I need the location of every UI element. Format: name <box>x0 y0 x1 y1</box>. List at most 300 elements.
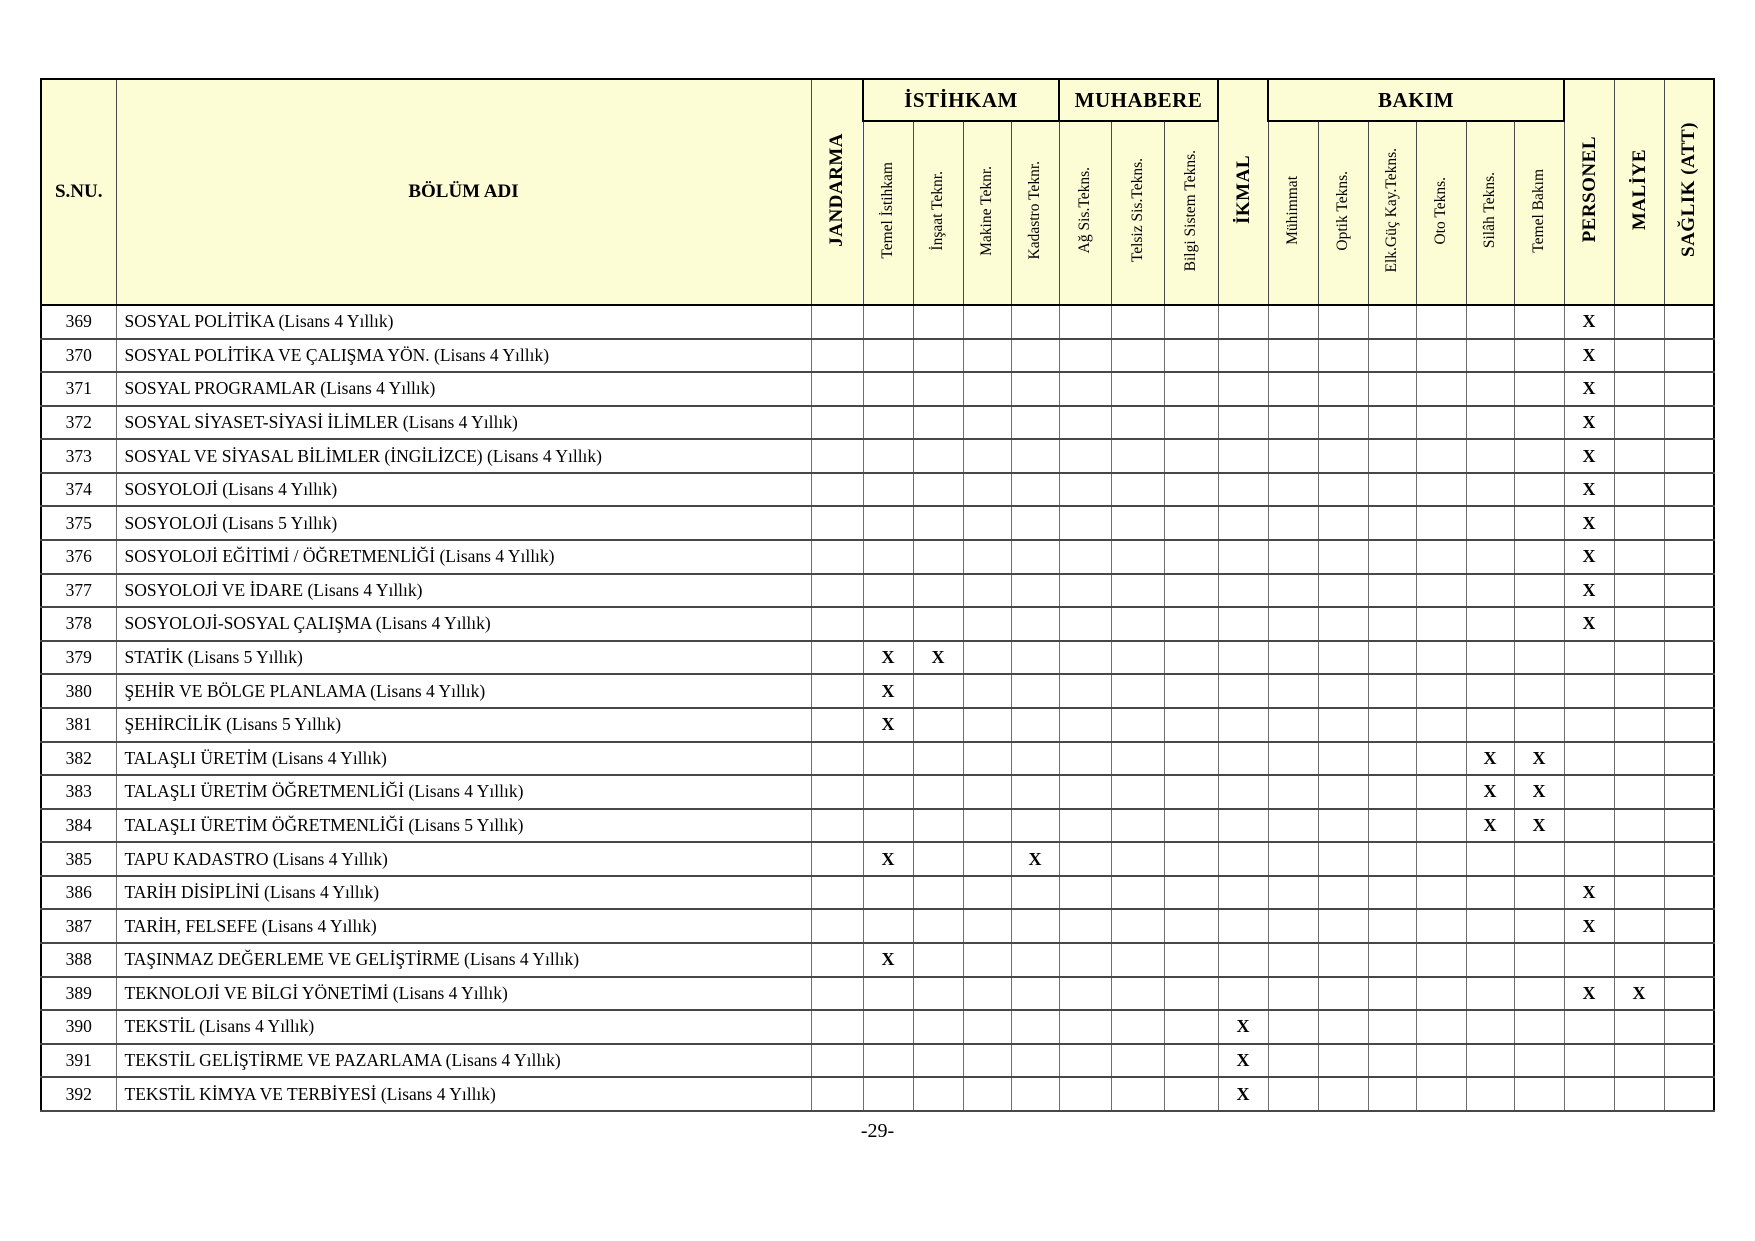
mark-cell <box>1268 943 1318 977</box>
mark-cell <box>863 1077 913 1111</box>
mark-cell <box>1111 775 1164 809</box>
department-name: STATİK (Lisans 5 Yıllık) <box>116 641 811 675</box>
mark-cell <box>1111 708 1164 742</box>
mark-cell <box>1664 574 1714 608</box>
mark-cell-x: X <box>1564 977 1614 1011</box>
mark-cell <box>1011 540 1059 574</box>
mark-cell <box>963 574 1011 608</box>
mark-cell <box>1059 842 1111 876</box>
mark-cell <box>1318 506 1368 540</box>
mark-cell <box>811 1044 863 1078</box>
mark-cell <box>1111 742 1164 776</box>
mark-cell <box>1564 1077 1614 1111</box>
mark-cell <box>1514 842 1564 876</box>
mark-cell <box>1466 607 1514 641</box>
mark-cell <box>1514 1010 1564 1044</box>
mark-cell <box>963 674 1011 708</box>
mark-cell <box>1218 977 1268 1011</box>
mark-cell <box>1564 641 1614 675</box>
mark-cell <box>1059 641 1111 675</box>
department-name: SOSYOLOJİ VE İDARE (Lisans 4 Yıllık) <box>116 574 811 608</box>
mark-cell <box>1416 406 1466 440</box>
mark-cell <box>1664 708 1714 742</box>
mark-cell <box>1318 943 1368 977</box>
mark-cell <box>1466 305 1514 339</box>
mark-cell <box>1164 708 1218 742</box>
column-header-jandarma: JANDARMA <box>811 79 863 305</box>
column-header-makine-teknr: Makine Teknr. <box>963 121 1011 305</box>
mark-cell <box>963 775 1011 809</box>
mark-cell <box>863 876 913 910</box>
mark-cell <box>963 506 1011 540</box>
department-name: TARİH DİSİPLİNİ (Lisans 4 Yıllık) <box>116 876 811 910</box>
mark-cell <box>1218 372 1268 406</box>
mark-cell <box>1514 506 1564 540</box>
mark-cell <box>1416 1010 1466 1044</box>
mark-cell-x: X <box>1218 1010 1268 1044</box>
mark-cell <box>1111 506 1164 540</box>
table-row <box>41 809 1714 843</box>
mark-cell <box>1164 305 1218 339</box>
mark-cell <box>811 607 863 641</box>
mark-cell <box>1416 1044 1466 1078</box>
mark-cell <box>811 775 863 809</box>
mark-cell <box>963 809 1011 843</box>
mark-cell <box>1416 742 1466 776</box>
mark-cell <box>1059 372 1111 406</box>
mark-cell-x: X <box>1564 506 1614 540</box>
column-header-bolum-adi: BÖLÜM ADI <box>116 79 811 305</box>
mark-cell <box>1466 674 1514 708</box>
mark-cell <box>1368 1077 1416 1111</box>
mark-cell <box>1011 574 1059 608</box>
mark-cell <box>863 909 913 943</box>
mark-cell <box>1268 909 1318 943</box>
mark-cell <box>1318 775 1368 809</box>
mark-cell <box>1466 1044 1514 1078</box>
row-number: 386 <box>41 876 116 910</box>
mark-cell <box>811 943 863 977</box>
mark-cell <box>1318 742 1368 776</box>
table-row <box>41 372 1714 406</box>
mark-cell <box>1059 977 1111 1011</box>
mark-cell <box>1318 439 1368 473</box>
mark-cell <box>863 742 913 776</box>
mark-cell <box>963 473 1011 507</box>
mark-cell <box>1416 372 1466 406</box>
department-name: ŞEHİRCİLİK (Lisans 5 Yıllık) <box>116 708 811 742</box>
mark-cell <box>1111 607 1164 641</box>
mark-cell <box>913 506 963 540</box>
row-number: 369 <box>41 305 116 339</box>
mark-cell-x: X <box>1218 1077 1268 1111</box>
mark-cell <box>913 977 963 1011</box>
column-header-ikmal: İKMAL <box>1218 79 1268 305</box>
mark-cell <box>1059 506 1111 540</box>
table-row <box>41 876 1714 910</box>
mark-cell <box>811 641 863 675</box>
mark-cell <box>1218 674 1268 708</box>
mark-cell <box>1466 372 1514 406</box>
mark-cell <box>1466 909 1514 943</box>
mark-cell <box>1318 339 1368 373</box>
mark-cell <box>1564 1044 1614 1078</box>
mark-cell <box>963 742 1011 776</box>
mark-cell <box>1059 1044 1111 1078</box>
mark-cell <box>1011 1044 1059 1078</box>
table-row <box>41 473 1714 507</box>
department-name: SOSYAL POLİTİKA (Lisans 4 Yıllık) <box>116 305 811 339</box>
mark-cell <box>1164 674 1218 708</box>
mark-cell <box>1564 674 1614 708</box>
mark-cell <box>1111 909 1164 943</box>
mark-cell <box>1664 1010 1714 1044</box>
mark-cell <box>1664 842 1714 876</box>
mark-cell <box>1466 473 1514 507</box>
mark-cell <box>1218 809 1268 843</box>
mark-cell <box>1164 641 1218 675</box>
mark-cell <box>1268 473 1318 507</box>
mark-cell <box>1368 909 1416 943</box>
mark-cell <box>1514 540 1564 574</box>
mark-cell <box>1514 372 1564 406</box>
department-name: SOSYAL VE SİYASAL BİLİMLER (İNGİLİZCE) (Lisans 4 Yıllık) <box>116 439 811 473</box>
mark-cell <box>811 439 863 473</box>
mark-cell <box>1416 439 1466 473</box>
mark-cell <box>1664 305 1714 339</box>
mark-cell <box>1268 775 1318 809</box>
table-header <box>41 79 1714 305</box>
mark-cell <box>1059 708 1111 742</box>
mark-cell <box>1368 372 1416 406</box>
mark-cell <box>863 372 913 406</box>
mark-cell <box>1059 406 1111 440</box>
table-row <box>41 406 1714 440</box>
mark-cell <box>963 876 1011 910</box>
mark-cell <box>863 305 913 339</box>
mark-cell <box>1416 842 1466 876</box>
mark-cell <box>1164 1010 1218 1044</box>
mark-cell <box>1416 909 1466 943</box>
mark-cell <box>1416 943 1466 977</box>
department-name: TALAŞLI ÜRETİM ÖĞRETMENLİĞİ (Lisans 5 Yıllık) <box>116 809 811 843</box>
mark-cell <box>1011 943 1059 977</box>
mark-cell <box>1164 1044 1218 1078</box>
mark-cell <box>1368 977 1416 1011</box>
table-row <box>41 775 1714 809</box>
mark-cell <box>1368 574 1416 608</box>
mark-cell <box>963 842 1011 876</box>
column-header-silah-tekns: Silâh Tekns. <box>1466 121 1514 305</box>
mark-cell <box>863 339 913 373</box>
mark-cell <box>1416 674 1466 708</box>
mark-cell <box>1011 1010 1059 1044</box>
table-row <box>41 842 1714 876</box>
mark-cell <box>811 540 863 574</box>
mark-cell-x: X <box>1564 406 1614 440</box>
mark-cell <box>1318 674 1368 708</box>
mark-cell <box>913 372 963 406</box>
mark-cell <box>1416 809 1466 843</box>
department-name: TARİH, FELSEFE (Lisans 4 Yıllık) <box>116 909 811 943</box>
mark-cell <box>1011 372 1059 406</box>
mark-cell <box>863 1010 913 1044</box>
mark-cell <box>811 674 863 708</box>
mark-cell <box>913 943 963 977</box>
table-body <box>41 305 1714 1111</box>
mark-cell <box>1416 641 1466 675</box>
mark-cell <box>1664 607 1714 641</box>
mark-cell <box>1059 809 1111 843</box>
mark-cell <box>913 842 963 876</box>
mark-cell <box>913 742 963 776</box>
mark-cell <box>1268 708 1318 742</box>
mark-cell-x: X <box>1466 809 1514 843</box>
table-row <box>41 1044 1714 1078</box>
mark-cell <box>1111 372 1164 406</box>
mark-cell <box>1318 1044 1368 1078</box>
mark-cell <box>1011 977 1059 1011</box>
mark-cell <box>1218 574 1268 608</box>
mark-cell <box>1111 473 1164 507</box>
mark-cell <box>963 641 1011 675</box>
mark-cell <box>1268 305 1318 339</box>
mark-cell <box>1368 842 1416 876</box>
mark-cell <box>863 439 913 473</box>
row-number: 372 <box>41 406 116 440</box>
mark-cell <box>1664 1044 1714 1078</box>
column-header-temel-bakim: Temel Bakım <box>1514 121 1564 305</box>
row-number: 390 <box>41 1010 116 1044</box>
mark-cell-x: X <box>863 641 913 675</box>
mark-cell-x: X <box>1564 607 1614 641</box>
table-row <box>41 339 1714 373</box>
mark-cell <box>1368 305 1416 339</box>
mark-cell <box>1564 775 1614 809</box>
mark-cell <box>1059 943 1111 977</box>
table-row <box>41 708 1714 742</box>
mark-cell <box>1218 876 1268 910</box>
table-row <box>41 943 1714 977</box>
mark-cell-x: X <box>1564 574 1614 608</box>
page-number: -29- <box>860 1120 895 1142</box>
mark-cell <box>811 305 863 339</box>
department-name: TEKSTİL KİMYA VE TERBİYESİ (Lisans 4 Yıllık) <box>116 1077 811 1111</box>
mark-cell <box>1564 1010 1614 1044</box>
mark-cell <box>1664 977 1714 1011</box>
mark-cell <box>1664 372 1714 406</box>
mark-cell <box>1218 842 1268 876</box>
row-number: 376 <box>41 540 116 574</box>
mark-cell <box>1011 439 1059 473</box>
mark-cell <box>1514 641 1564 675</box>
mark-cell <box>913 305 963 339</box>
mark-cell <box>1011 674 1059 708</box>
mark-cell <box>1614 674 1664 708</box>
mark-cell <box>1218 506 1268 540</box>
mark-cell <box>1664 406 1714 440</box>
mark-cell <box>1514 473 1564 507</box>
table-row <box>41 305 1714 339</box>
mark-cell <box>1614 708 1664 742</box>
table-row <box>41 909 1714 943</box>
mark-cell <box>1164 909 1218 943</box>
mark-cell <box>1111 641 1164 675</box>
mark-cell <box>963 540 1011 574</box>
mark-cell <box>1416 574 1466 608</box>
column-header-personel: PERSONEL <box>1564 79 1614 305</box>
mark-cell <box>1268 540 1318 574</box>
mark-cell <box>1164 574 1218 608</box>
mark-cell <box>1111 406 1164 440</box>
mark-cell <box>963 1010 1011 1044</box>
mark-cell <box>1664 439 1714 473</box>
mark-cell <box>1664 809 1714 843</box>
mark-cell <box>1664 742 1714 776</box>
mark-cell <box>1059 574 1111 608</box>
mark-cell <box>1514 943 1564 977</box>
mark-cell-x: X <box>1564 339 1614 373</box>
mark-cell-x: X <box>1564 372 1614 406</box>
mark-cell <box>1318 977 1368 1011</box>
mark-cell <box>1164 607 1218 641</box>
group-header-bakim: BAKIM <box>1268 79 1564 121</box>
mark-cell <box>1011 641 1059 675</box>
mark-cell <box>1368 943 1416 977</box>
mark-cell-x: X <box>1564 540 1614 574</box>
mark-cell <box>1614 473 1664 507</box>
table-row <box>41 1010 1714 1044</box>
mark-cell <box>1614 339 1664 373</box>
row-number: 380 <box>41 674 116 708</box>
table-row <box>41 439 1714 473</box>
mark-cell <box>1111 339 1164 373</box>
mark-cell-x: X <box>1514 775 1564 809</box>
mark-cell <box>913 708 963 742</box>
department-name: TALAŞLI ÜRETİM (Lisans 4 Yıllık) <box>116 742 811 776</box>
mark-cell <box>913 775 963 809</box>
row-number: 388 <box>41 943 116 977</box>
mark-cell <box>963 708 1011 742</box>
mark-cell <box>1368 540 1416 574</box>
mark-cell <box>1614 439 1664 473</box>
department-name: SOSYOLOJİ-SOSYAL ÇALIŞMA (Lisans 4 Yıllık) <box>116 607 811 641</box>
mark-cell <box>1318 372 1368 406</box>
mark-cell <box>963 339 1011 373</box>
mark-cell <box>1368 641 1416 675</box>
mark-cell <box>811 842 863 876</box>
mark-cell <box>1059 473 1111 507</box>
row-number: 383 <box>41 775 116 809</box>
group-header-istihkam: İSTİHKAM <box>863 79 1059 121</box>
mark-cell <box>963 305 1011 339</box>
mark-cell <box>811 876 863 910</box>
department-name: SOSYOLOJİ EĞİTİMİ / ÖĞRETMENLİĞİ (Lisans 4 Yıllık) <box>116 540 811 574</box>
mark-cell <box>913 574 963 608</box>
mark-cell <box>1111 809 1164 843</box>
mark-cell <box>1164 406 1218 440</box>
mark-cell <box>1111 943 1164 977</box>
mark-cell <box>1268 1077 1318 1111</box>
mark-cell <box>863 1044 913 1078</box>
mark-cell <box>1011 305 1059 339</box>
mark-cell <box>1416 506 1466 540</box>
mark-cell <box>1111 574 1164 608</box>
department-name: TEKSTİL (Lisans 4 Yıllık) <box>116 1010 811 1044</box>
mark-cell <box>913 674 963 708</box>
mark-cell <box>1514 305 1564 339</box>
department-name: TAŞINMAZ DEĞERLEME VE GELİŞTİRME (Lisans 4 Yıllık) <box>116 943 811 977</box>
mark-cell <box>1011 607 1059 641</box>
mark-cell <box>1614 607 1664 641</box>
mark-cell <box>1514 876 1564 910</box>
mark-cell-x: X <box>1466 775 1514 809</box>
mark-cell <box>1011 473 1059 507</box>
mark-cell <box>1466 439 1514 473</box>
mark-cell <box>1111 1077 1164 1111</box>
mark-cell <box>1664 540 1714 574</box>
mark-cell <box>1164 943 1218 977</box>
mark-cell <box>1614 775 1664 809</box>
column-header-snu: S.NU. <box>41 79 116 305</box>
mark-cell <box>1514 339 1564 373</box>
mark-cell <box>913 1044 963 1078</box>
mark-cell <box>1664 943 1714 977</box>
mark-cell <box>1318 574 1368 608</box>
mark-cell <box>1164 1077 1218 1111</box>
mark-cell <box>1368 439 1416 473</box>
row-number: 382 <box>41 742 116 776</box>
mark-cell <box>1514 607 1564 641</box>
department-name: TEKNOLOJİ VE BİLGİ YÖNETİMİ (Lisans 4 Yıllık) <box>116 977 811 1011</box>
mark-cell <box>1218 641 1268 675</box>
mark-cell <box>1268 506 1318 540</box>
mark-cell <box>863 574 913 608</box>
mark-cell <box>913 540 963 574</box>
mark-cell <box>913 909 963 943</box>
column-header-temel-istihkam: Temel İstihkam <box>863 121 913 305</box>
mark-cell <box>863 607 913 641</box>
department-name: SOSYOLOJİ (Lisans 5 Yıllık) <box>116 506 811 540</box>
mark-cell <box>913 607 963 641</box>
mark-cell <box>913 1010 963 1044</box>
mark-cell <box>1318 473 1368 507</box>
mark-cell <box>1514 406 1564 440</box>
column-header-telsiz-sis-tekns: Telsiz Sis.Tekns. <box>1111 121 1164 305</box>
mark-cell <box>1111 977 1164 1011</box>
mark-cell <box>1664 506 1714 540</box>
mark-cell <box>1466 506 1514 540</box>
column-header-ag-sis-tekns: Ağ Sis.Tekns. <box>1059 121 1111 305</box>
mark-cell <box>1466 339 1514 373</box>
mark-cell <box>1059 674 1111 708</box>
mark-cell <box>1368 742 1416 776</box>
mark-cell <box>1111 540 1164 574</box>
mark-cell <box>1268 439 1318 473</box>
mark-cell <box>811 909 863 943</box>
mark-cell <box>1011 506 1059 540</box>
mark-cell <box>963 943 1011 977</box>
mark-cell <box>1416 339 1466 373</box>
mark-cell <box>913 1077 963 1111</box>
mark-cell <box>1614 943 1664 977</box>
mark-cell <box>913 339 963 373</box>
mark-cell <box>913 809 963 843</box>
mark-cell <box>811 406 863 440</box>
mark-cell <box>1268 876 1318 910</box>
mark-cell <box>913 406 963 440</box>
table-row <box>41 641 1714 675</box>
